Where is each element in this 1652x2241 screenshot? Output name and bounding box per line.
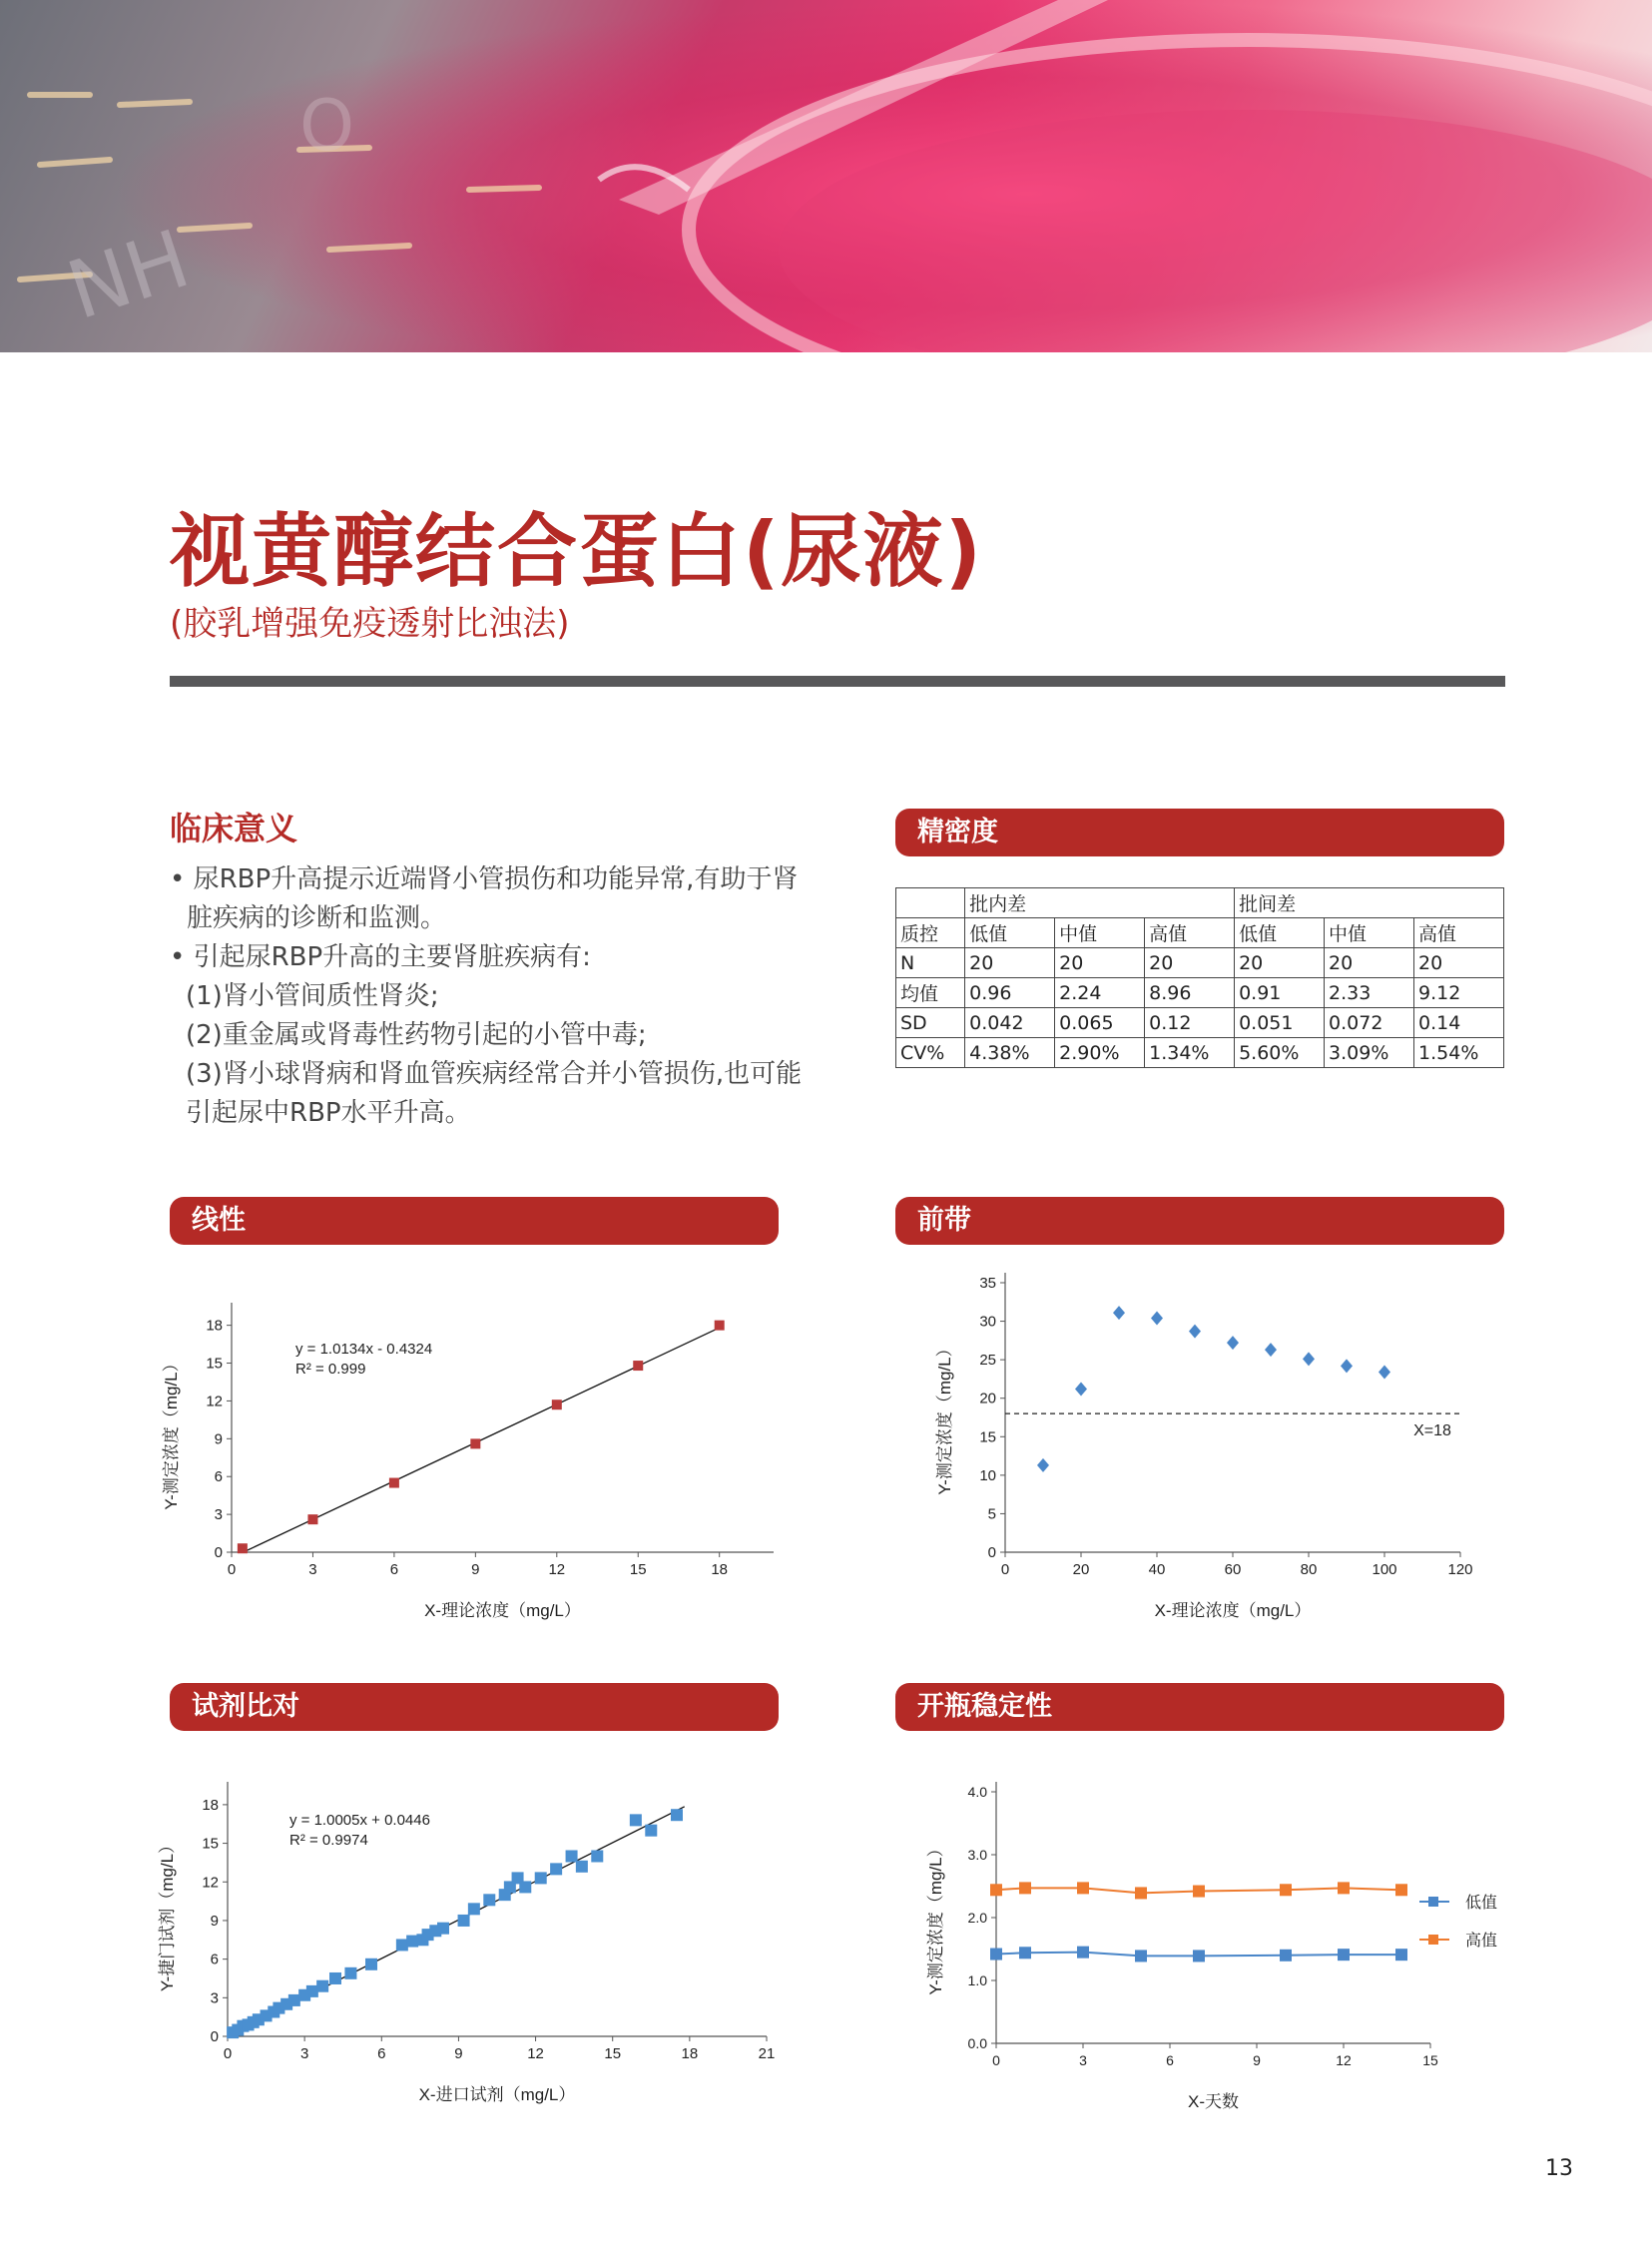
data-point — [406, 1936, 418, 1948]
table-cell: N — [896, 948, 965, 978]
data-point — [671, 1809, 683, 1821]
data-point — [1280, 1950, 1292, 1961]
clinical-sub-1: (1)肾小管间质性肾炎; — [186, 981, 439, 1011]
data-point — [468, 1903, 480, 1915]
y-tick-label: 15 — [202, 1835, 219, 1853]
y-tick-label: 4.0 — [967, 1784, 987, 1800]
data-point — [576, 1861, 588, 1873]
x-tick-label: 9 — [471, 1561, 480, 1578]
data-point — [389, 1478, 399, 1488]
table-cell: 2.90% — [1055, 1038, 1145, 1068]
x-tick-label: 15 — [1422, 2052, 1438, 2068]
x-tick-label: 80 — [1300, 1561, 1318, 1578]
data-point — [1280, 1884, 1292, 1896]
data-point — [1113, 1306, 1125, 1320]
data-point — [715, 1321, 725, 1331]
svg-text:NH: NH — [57, 212, 200, 338]
y-tick-label: 12 — [206, 1393, 223, 1410]
data-point — [1395, 1884, 1407, 1896]
data-point — [645, 1825, 657, 1837]
y-tick-label: 1.0 — [967, 1972, 987, 1988]
x-tick-label: 100 — [1372, 1561, 1397, 1578]
data-point — [1019, 1882, 1031, 1894]
data-point — [458, 1915, 470, 1927]
table-cell — [896, 888, 965, 918]
table-cell: 0.042 — [965, 1008, 1055, 1038]
x-tick-label: 18 — [681, 2045, 699, 2062]
y-axis-title: Y-测定浓度（mg/L） — [926, 1840, 945, 1995]
table-cell: 0.14 — [1414, 1008, 1504, 1038]
data-point — [550, 1863, 562, 1875]
table-cell: 0.91 — [1235, 978, 1325, 1008]
data-point — [307, 1514, 317, 1524]
y-tick-label: 35 — [979, 1275, 996, 1292]
clinical-bullets — [170, 860, 819, 1133]
clinical-bullet-1: • 尿RBP升高提示近端肾小管损伤和功能异常,有助于肾脏疾病的诊断和监测。 — [170, 864, 799, 933]
x-tick-label: 18 — [711, 1561, 729, 1578]
x-tick-label: 21 — [758, 2045, 776, 2062]
table-cell: SD — [896, 1008, 965, 1038]
table-cell: 2.24 — [1055, 978, 1145, 1008]
x-axis-title: X-理论浓度（mg/L） — [424, 1601, 581, 1620]
data-point — [990, 1884, 1002, 1896]
table-row — [896, 948, 1504, 978]
table-cell: 高值 — [1414, 918, 1504, 948]
data-point — [1395, 1949, 1407, 1961]
data-point — [1338, 1882, 1350, 1894]
data-point — [519, 1881, 531, 1893]
data-point — [437, 1923, 449, 1935]
table-cell: 0.072 — [1325, 1008, 1414, 1038]
y-tick-label: 15 — [206, 1355, 223, 1373]
data-point — [1037, 1458, 1049, 1472]
y-axis-title: Y-捷门试剂（mg/L） — [158, 1836, 177, 1992]
x-tick-label: 15 — [629, 1561, 647, 1578]
table-cell: 0.96 — [965, 978, 1055, 1008]
y-axis-title: Y-测定浓度（mg/L） — [935, 1340, 954, 1495]
table-cell: 1.54% — [1414, 1038, 1504, 1068]
y-tick-label: 30 — [979, 1313, 996, 1331]
table-cell: 8.96 — [1145, 978, 1235, 1008]
x-tick-label: 6 — [377, 2045, 386, 2062]
data-point — [1135, 1887, 1147, 1899]
x-tick-label: 6 — [1166, 2052, 1174, 2068]
x-tick-label: 0 — [223, 2045, 233, 2062]
y-tick-label: 15 — [979, 1428, 996, 1446]
x-tick-label: 0 — [992, 2052, 1000, 2068]
table-cell: 低值 — [965, 918, 1055, 948]
table-cell: 0.051 — [1235, 1008, 1325, 1038]
data-point — [396, 1939, 408, 1951]
clinical-sub-3: (3)肾小球肾病和肾血管疾病经常合并小管损伤,也可能引起尿中RBP水平升高。 — [186, 1059, 803, 1128]
x-tick-label: 60 — [1224, 1561, 1242, 1578]
data-point — [238, 1543, 248, 1553]
x-tick-label: 3 — [308, 1561, 317, 1578]
clinical-bullet-2: • 引起尿RBP升高的主要肾脏疾病有: — [170, 942, 591, 972]
table-cell: 均值 — [896, 978, 965, 1008]
y-tick-label: 3.0 — [967, 1847, 987, 1863]
table-cell: 20 — [1055, 948, 1145, 978]
x-tick-label: 20 — [1072, 1561, 1090, 1578]
data-point — [552, 1400, 562, 1409]
data-point — [316, 1980, 328, 1992]
data-point — [470, 1438, 480, 1448]
data-point — [1077, 1947, 1089, 1959]
table-cell: 2.33 — [1325, 978, 1414, 1008]
data-point — [630, 1814, 642, 1826]
data-point — [1077, 1882, 1089, 1894]
legend-label: 低值 — [1465, 1895, 1497, 1912]
page-subtitle: (胶乳增强免疫透射比浊法) — [170, 604, 570, 644]
data-point — [1303, 1352, 1315, 1366]
data-point — [1265, 1343, 1277, 1357]
y-tick-label: 5 — [987, 1505, 996, 1523]
x-axis-title: X-进口试剂（mg/L） — [418, 2085, 576, 2104]
data-point — [329, 1972, 341, 1984]
data-point — [566, 1850, 578, 1862]
data-point — [1338, 1949, 1350, 1961]
r-squared: R² = 0.999 — [295, 1361, 366, 1378]
x-tick-label: 40 — [1148, 1561, 1166, 1578]
table-row — [896, 1008, 1504, 1038]
y-tick-label: 3 — [214, 1506, 223, 1524]
data-point — [288, 1994, 300, 2006]
x-tick-label: 6 — [389, 1561, 399, 1578]
data-point — [591, 1850, 603, 1862]
data-point — [1227, 1336, 1239, 1350]
y-tick-label: 3 — [210, 1989, 219, 2007]
table-cell: 20 — [1414, 948, 1504, 978]
y-tick-label: 0 — [210, 2028, 219, 2045]
y-tick-label: 0 — [987, 1544, 996, 1561]
table-row — [896, 918, 1504, 948]
x-tick-label: 12 — [1336, 2052, 1352, 2068]
table-cell: 中值 — [1055, 918, 1145, 948]
title-divider — [170, 676, 1505, 687]
threshold-label: X=18 — [1413, 1422, 1451, 1440]
table-cell: 高值 — [1145, 918, 1235, 948]
compare-chart — [150, 1757, 789, 2126]
y-tick-label: 2.0 — [967, 1910, 987, 1926]
x-tick-label: 12 — [548, 1561, 566, 1578]
y-tick-label: 10 — [979, 1466, 996, 1484]
table-cell: CV% — [896, 1038, 965, 1068]
prozone-chart — [898, 1258, 1497, 1647]
data-point — [1193, 1950, 1205, 1961]
data-point — [1193, 1886, 1205, 1898]
table-cell: 20 — [1235, 948, 1325, 978]
table-row — [896, 1038, 1504, 1068]
table-cell: 4.38% — [965, 1038, 1055, 1068]
table-cell: 20 — [1325, 948, 1414, 978]
x-tick-label: 0 — [1000, 1561, 1010, 1578]
table-cell: 20 — [965, 948, 1055, 978]
y-tick-label: 18 — [202, 1796, 219, 1814]
y-axis-title: Y-测定浓度（mg/L） — [162, 1355, 181, 1510]
data-point — [1135, 1950, 1147, 1961]
x-tick-label: 15 — [604, 2045, 622, 2062]
x-tick-label: 3 — [1079, 2052, 1087, 2068]
table-cell: 3.09% — [1325, 1038, 1414, 1068]
data-point — [1189, 1325, 1201, 1339]
data-point — [990, 1949, 1002, 1961]
legend-swatch — [1428, 1897, 1438, 1907]
y-tick-label: 18 — [206, 1317, 223, 1335]
y-tick-label: 6 — [210, 1951, 219, 1968]
stability-header-bar: 开瓶稳定性 — [895, 1683, 1504, 1731]
precision-table — [895, 887, 1504, 1068]
table-cell: 低值 — [1235, 918, 1325, 948]
x-axis-title: X-理论浓度（mg/L） — [1154, 1601, 1312, 1620]
hero-decoration — [0, 0, 1652, 352]
data-point — [365, 1959, 377, 1970]
legend-swatch — [1428, 1935, 1438, 1945]
page-title: 视黄醇结合蛋白(尿液) — [170, 505, 984, 598]
table-cell: 0.065 — [1055, 1008, 1145, 1038]
data-point — [1341, 1359, 1353, 1373]
x-tick-label: 3 — [299, 2045, 309, 2062]
data-point — [535, 1872, 547, 1884]
table-row — [896, 978, 1504, 1008]
x-axis-title: X-天数 — [1188, 2092, 1239, 2111]
svg-text:O: O — [299, 85, 355, 167]
data-point — [633, 1361, 643, 1371]
hero-banner — [0, 0, 1652, 352]
x-tick-label: 12 — [527, 2045, 544, 2062]
data-point — [1075, 1382, 1087, 1396]
x-tick-label: 0 — [227, 1561, 237, 1578]
precision-header-bar: 精密度 — [895, 809, 1504, 856]
table-row — [896, 888, 1504, 918]
x-tick-label: 9 — [1253, 2052, 1261, 2068]
x-tick-label: 120 — [1447, 1561, 1473, 1578]
data-point — [1378, 1365, 1390, 1379]
group-header-intra: 批内差 — [965, 888, 1235, 918]
regression-equation: y = 1.0005x + 0.0446 — [289, 1812, 430, 1829]
y-tick-label: 9 — [214, 1430, 223, 1448]
y-tick-label: 12 — [202, 1874, 219, 1892]
data-point — [483, 1894, 495, 1906]
table-cell: 9.12 — [1414, 978, 1504, 1008]
regression-equation: y = 1.0134x - 0.4324 — [295, 1341, 433, 1358]
r-squared: R² = 0.9974 — [289, 1832, 368, 1849]
x-tick-label: 9 — [454, 2045, 463, 2062]
y-tick-label: 6 — [214, 1468, 223, 1486]
compare-header-bar: 试剂比对 — [170, 1683, 779, 1731]
data-point — [306, 1985, 318, 1997]
y-tick-label: 9 — [210, 1912, 219, 1930]
table-cell: 1.34% — [1145, 1038, 1235, 1068]
prozone-header-bar: 前带 — [895, 1197, 1504, 1245]
data-point — [1019, 1947, 1031, 1959]
table-cell: 20 — [1145, 948, 1235, 978]
clinical-sub-2: (2)重金属或肾毒性药物引起的小管中毒; — [186, 1020, 647, 1050]
y-tick-label: 0 — [214, 1544, 223, 1561]
group-header-inter: 批间差 — [1235, 888, 1504, 918]
data-point — [344, 1967, 356, 1979]
table-cell: 0.12 — [1145, 1008, 1235, 1038]
table-cell: 5.60% — [1235, 1038, 1325, 1068]
y-tick-label: 0.0 — [967, 2035, 987, 2051]
linearity-chart — [150, 1258, 789, 1647]
clinical-heading: 临床意义 — [170, 810, 298, 847]
page-number: 13 — [1545, 2156, 1573, 2181]
table-cell: 中值 — [1325, 918, 1414, 948]
y-tick-label: 25 — [979, 1352, 996, 1370]
linearity-header-bar: 线性 — [170, 1197, 779, 1245]
legend-label: 高值 — [1465, 1933, 1497, 1950]
data-point — [1151, 1311, 1163, 1325]
y-tick-label: 20 — [979, 1390, 996, 1407]
stability-chart — [898, 1767, 1497, 2126]
table-cell: 质控 — [896, 918, 965, 948]
